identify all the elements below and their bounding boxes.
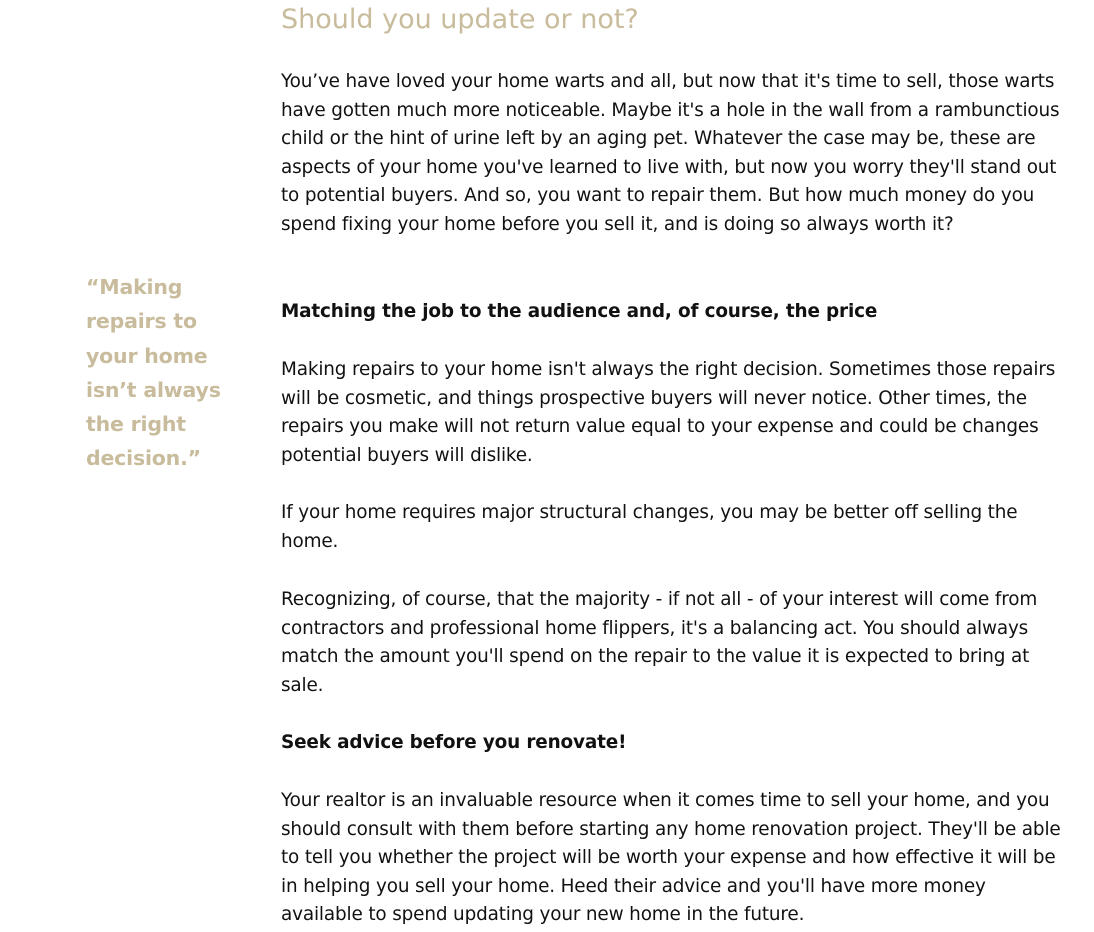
paragraph-realtor-advice: Your realtor is an invaluable resource when it comes time to sell your home, and you should consult with them before starting any home renovation project. They'll be able to tell you whether the project will be worth your expense and how effective it will be in helping you sell your home. Heed their advice and you'll have more money available to spend updating your new home in the future. xyxy=(281,790,1061,926)
paragraph-intro: You’ve have loved your home warts and all, but now that it's time to sell, those warts have gotten much more noticeable. Maybe it's a hole in the wall from a rambunctious child or the hint of urine left by an aging pet. Whatever the case may be, these are aspects of your home you've learned to live with, but now you worry they'll stand out to potential buyers. And so, you want to repair them. But how much money do you spend fixing your home before you sell it, and is doing so always worth it? xyxy=(281,71,1060,235)
subheading-matching-job: Matching the job to the audience and, of course, the price xyxy=(281,301,878,322)
subheading-seek-advice: Seek advice before you renovate! xyxy=(281,732,627,753)
paragraph-balancing-act: Recognizing, of course, that the majority - if not all - of your interest will come from contractors and professional home flippers, it's a balancing act. You should always match the amount you'll spend on the repair to the value it is expected to bring at sale. xyxy=(281,589,1038,696)
paragraph-repairs-decision: Making repairs to your home isn't always the right decision. Sometimes those repairs will be cosmetic, and things prospective buyers will never notice. Other times, the repairs you make will not return value equal to your expense and could be changes potential buyers will dislike. xyxy=(281,359,1056,466)
article-title: Should you update or not? xyxy=(281,4,639,35)
pull-quote: “Making repairs to your home isn’t always the right decision.” xyxy=(86,275,221,471)
paragraph-structural-changes: If your home requires major structural changes, you may be better off selling the home. xyxy=(281,502,1018,552)
